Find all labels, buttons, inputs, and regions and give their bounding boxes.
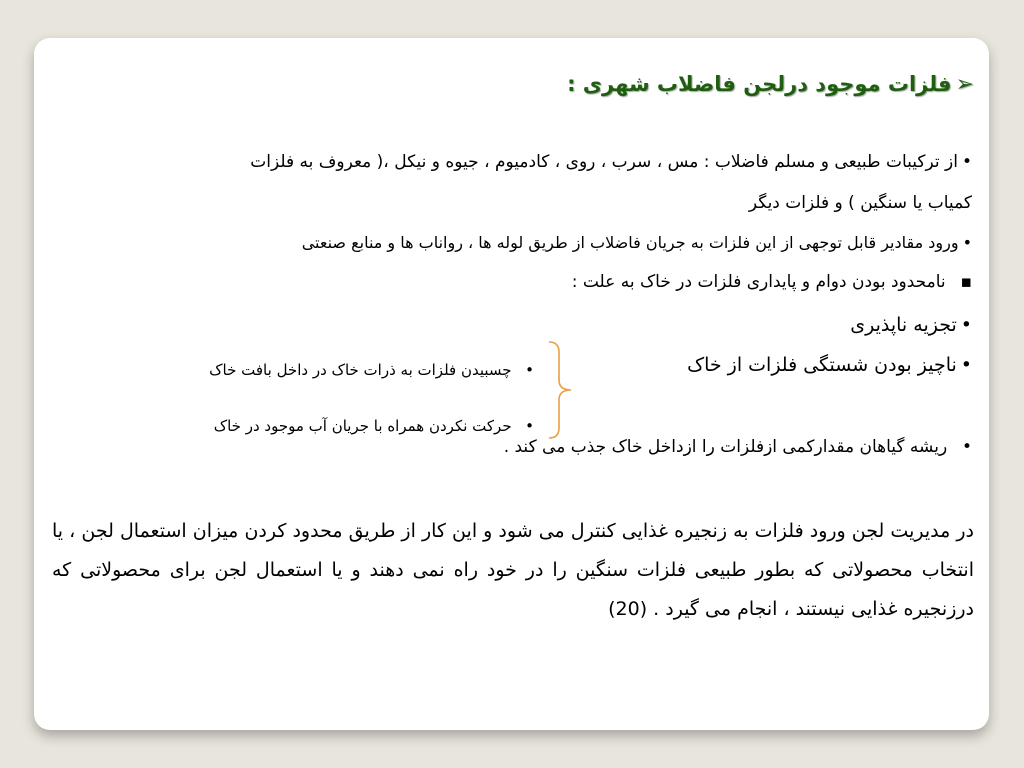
bullet-dot-icon: •: [960, 354, 972, 376]
bullet-item-3: ▪ نامحدود بودن دوام و پایداری فلزات در خاک به علت :: [571, 272, 972, 292]
bullet-dot-icon: •: [961, 152, 972, 172]
bullet-item-6: • ریشه گیاهان مقدارکمی ازفلزات را ازداخل خاک جذب می کند .: [503, 437, 972, 457]
bullet-dot-icon: •: [961, 437, 972, 457]
bullet-dot-icon: •: [962, 233, 972, 252]
title-text: فلزات موجود درلجن فاضلاب شهری :: [567, 72, 952, 96]
sub-bullet-2: • حرکت نکردن همراه با جریان آب موجود در خاک: [213, 417, 534, 435]
bullet-item-4: •تجزیه ناپذیری: [850, 314, 972, 336]
bullet-item-5: •ناچیز بودن شستگی فلزات از خاک: [687, 354, 972, 376]
slide-title: [567, 72, 974, 97]
curly-brace-icon: [545, 340, 575, 440]
summary-paragraph: در مدیریت لجن ورود فلزات به زنجیره غذایی کنترل می شود و این کار از طریق محدود کردن میزان استعمال لجن ، یا انتخاب محصولاتی که بطور طبیعی فلزات سنگین را در خود راه نمی دهند و یا استعمال لجن برای محصولاتی که درزنجیره غذایی نیستند ، انجام می گیرد . (20): [52, 520, 974, 620]
arrow-bullet-icon: ➢: [955, 72, 974, 97]
bullet-item-1-line-2: کمیاب یا سنگین ) و فلزات دیگر: [748, 193, 972, 213]
sub-bullet-1: • چسبیدن فلزات به ذرات خاک در داخل بافت خاک: [209, 361, 534, 379]
bullet-dot-icon: •: [960, 314, 972, 336]
bullet-item-2: •ورود مقادیر قابل توجهی از این فلزات به جریان فاضلاب از طریق لوله ها ، رواناب ها و منابع صنعتی: [301, 233, 972, 252]
bullet-dot-icon: •: [525, 361, 534, 379]
bullet-dot-icon: •: [525, 417, 534, 435]
bullet-item-1-line-1: •از ترکیبات طبیعی و مسلم فاضلاب : مس ، سرب ، روی ، کادمیوم ، جیوه و نیکل ،( معروف به فلزات: [250, 152, 972, 172]
square-bullet-icon: ▪: [960, 272, 972, 292]
